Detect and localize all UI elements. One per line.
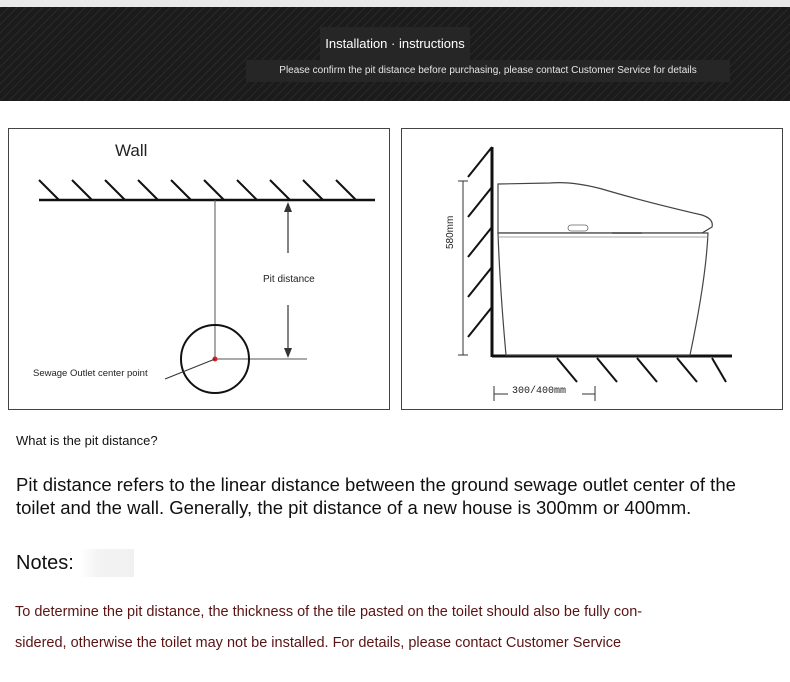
pit-arrow-down-head [284,348,292,358]
floor-hatch [557,358,726,382]
notes-text: To determine the pit distance, the thickness of the tile pasted on the toilet should also be fully con- sidered, otherwise the toilet may not be installed. For details, please contact Customer Service [15,604,643,651]
sewage-outlet-label: Sewage Outlet center point [33,368,148,379]
pit-distance-label: Pit distance [263,274,315,285]
pit-distance-diagram [8,128,390,410]
toilet-bowl [498,233,708,355]
banner-title: Installation · instructions [320,27,470,61]
toilet-side-view [402,129,784,411]
control-panel [568,225,588,231]
pit-width-dimension-label: 300/400mm [512,386,567,397]
wall-label: Wall [115,141,148,160]
pit-arrow-up-head [284,202,292,212]
notes-heading: Notes: [16,549,134,577]
top-strip [0,0,790,7]
outlet-leader-line [165,359,215,379]
toilet-dimension-diagram [401,128,783,410]
banner-subtitle: Please confirm the pit distance before purchasing, please contact Customer Service for details [246,60,730,82]
wall-hatch [39,180,356,200]
pit-distance-explanation: Pit distance refers to the linear distance between the ground sewage outlet center of the toilet and the wall. Generally, the pit distance of a new house is 300mm or 400mm. [16,474,736,518]
question-heading: What is the pit distance? [16,433,158,448]
toilet-lid [498,183,712,233]
wall-hatch-vertical [468,147,492,337]
height-dimension-label: 580mm [445,215,456,249]
header-banner [0,7,790,101]
